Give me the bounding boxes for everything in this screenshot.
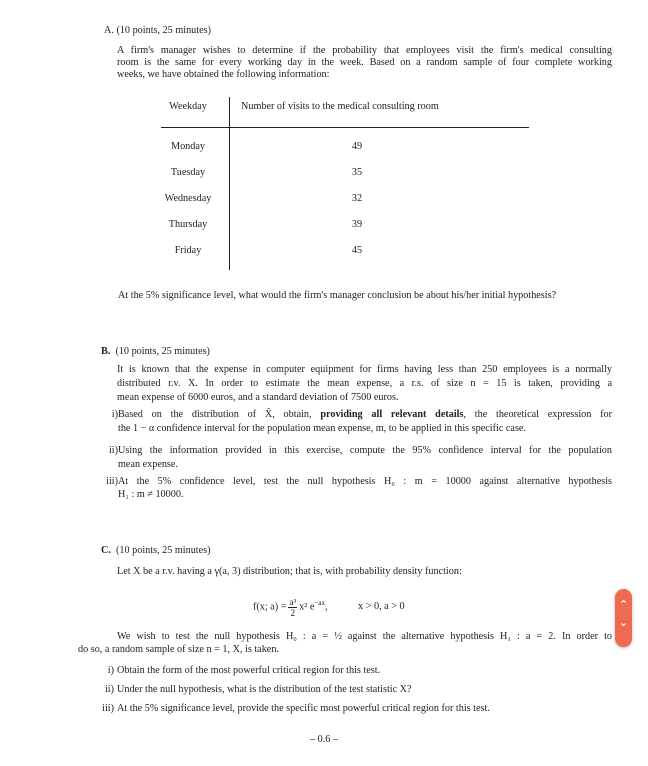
item-text: Based on the distribution of X̄, obtain, bbox=[118, 409, 321, 420]
page-scroll-widget[interactable] bbox=[615, 589, 632, 647]
section-a-text-line: weeks, we have obtained the following information: bbox=[117, 69, 330, 80]
item-line bbox=[118, 409, 612, 420]
section-b-points: (10 points, 25 minutes) bbox=[115, 346, 210, 357]
table-cell-visits: 35 bbox=[351, 167, 363, 178]
item-line: the 1 − α confidence interval for the population mean expense, m, to be applied in this specific case. bbox=[118, 423, 526, 434]
table-cell-visits: 39 bbox=[351, 219, 363, 230]
section-b-heading bbox=[101, 346, 210, 357]
section-a-heading: A. (10 points, 25 minutes) bbox=[104, 25, 211, 36]
formula-comma: , bbox=[324, 601, 328, 613]
formula-fraction bbox=[288, 597, 297, 618]
formula-lhs: f(x; a) = bbox=[253, 601, 287, 613]
item-number: ii) bbox=[108, 445, 118, 456]
item-line: mean expense. bbox=[118, 459, 178, 470]
table-cell-day: Friday bbox=[174, 245, 202, 256]
formula-rhs: x² e bbox=[299, 601, 315, 613]
section-c-heading bbox=[101, 545, 211, 556]
table-cell-day: Tuesday bbox=[170, 167, 206, 178]
fraction-denominator: 2 bbox=[290, 607, 296, 618]
section-c-item: Under the null hypothesis, what is the distribution of the test statistic X? bbox=[117, 684, 412, 695]
item-number: ii) bbox=[104, 684, 114, 695]
section-a-text-line: A firm's manager wishes to determine if the probability that employees visit the firm's medical consulting bbox=[117, 45, 612, 56]
item-line: Using the information provided in this exercise, compute the 95% confidence interval for the population bbox=[118, 445, 612, 456]
section-b-text-line: It is known that the expense in computer equipment for firms having less than 250 employees is a normally bbox=[117, 364, 612, 375]
section-c-label: C. bbox=[101, 545, 111, 556]
item-number: iii) bbox=[106, 476, 118, 487]
section-c-text-line: do so, a random sample of size n = 1, X, is taken. bbox=[78, 644, 279, 655]
item-bold-text: providing all relevant details bbox=[320, 409, 464, 420]
section-b-label: B. bbox=[101, 346, 111, 357]
section-a-question: At the 5% significance level, what would the firm's manager conclusion be about his/her initial hypothesis? bbox=[118, 290, 557, 301]
section-a-text-line: room is the same for every working day in the week. Based on a random sample of four complete working bbox=[117, 57, 612, 68]
section-c-item: At the 5% significance level, provide the specific most powerful critical region for this test. bbox=[117, 703, 490, 714]
chevron-up-icon[interactable]: ⌃ bbox=[618, 598, 629, 611]
item-line: H₁ : m ≠ 10000. bbox=[118, 489, 184, 500]
fraction-numerator: a³ bbox=[289, 596, 297, 607]
item-line: At the 5% confidence level, test the null hypothesis H₀ : m = 10000 against alternative hypothesis bbox=[118, 476, 612, 487]
table-cell-visits: 32 bbox=[351, 193, 363, 204]
item-text: , the theoretical expression for bbox=[463, 409, 612, 420]
section-b-text-line: distributed r.v. X. In order to estimate the mean expense, a r.s. of size n = 15 is taken, providing a bbox=[117, 378, 612, 389]
table-horizontal-rule bbox=[161, 127, 529, 128]
section-b-text-line: mean expense of 6000 euros, and a standard deviation of 7500 euros. bbox=[117, 392, 399, 403]
section-c-text-line: We wish to test the null hypothesis H₀ : a = ½ against the alternative hypothesis H₁ : a = 2. In order to bbox=[117, 631, 612, 642]
chevron-down-icon[interactable]: ⌄ bbox=[618, 616, 629, 629]
table-cell-day: Wednesday bbox=[164, 193, 212, 204]
item-number: i) bbox=[107, 665, 114, 676]
item-number: i) bbox=[111, 409, 118, 420]
table-cell-day: Monday bbox=[171, 141, 205, 152]
formula-conditions: x > 0, a > 0 bbox=[358, 601, 405, 613]
table-cell-day: Thursday bbox=[168, 219, 208, 230]
table-cell-visits: 45 bbox=[351, 245, 363, 256]
section-c-points: (10 points, 25 minutes) bbox=[116, 545, 211, 556]
table-header-weekday: Weekday bbox=[169, 101, 207, 112]
section-c-item: Obtain the form of the most powerful critical region for this test. bbox=[117, 665, 381, 676]
item-number: iii) bbox=[102, 703, 114, 714]
formula-exponent: −ax bbox=[314, 599, 325, 607]
section-c-intro: Let X be a r.v. having a γ(a, 3) distribution; that is, with probability density function: bbox=[117, 566, 462, 577]
page-number: – 0.6 – bbox=[309, 734, 338, 745]
table-header-visits: Number of visits to the medical consulting room bbox=[241, 101, 439, 112]
table-cell-visits: 49 bbox=[351, 141, 363, 152]
density-formula bbox=[253, 596, 405, 618]
